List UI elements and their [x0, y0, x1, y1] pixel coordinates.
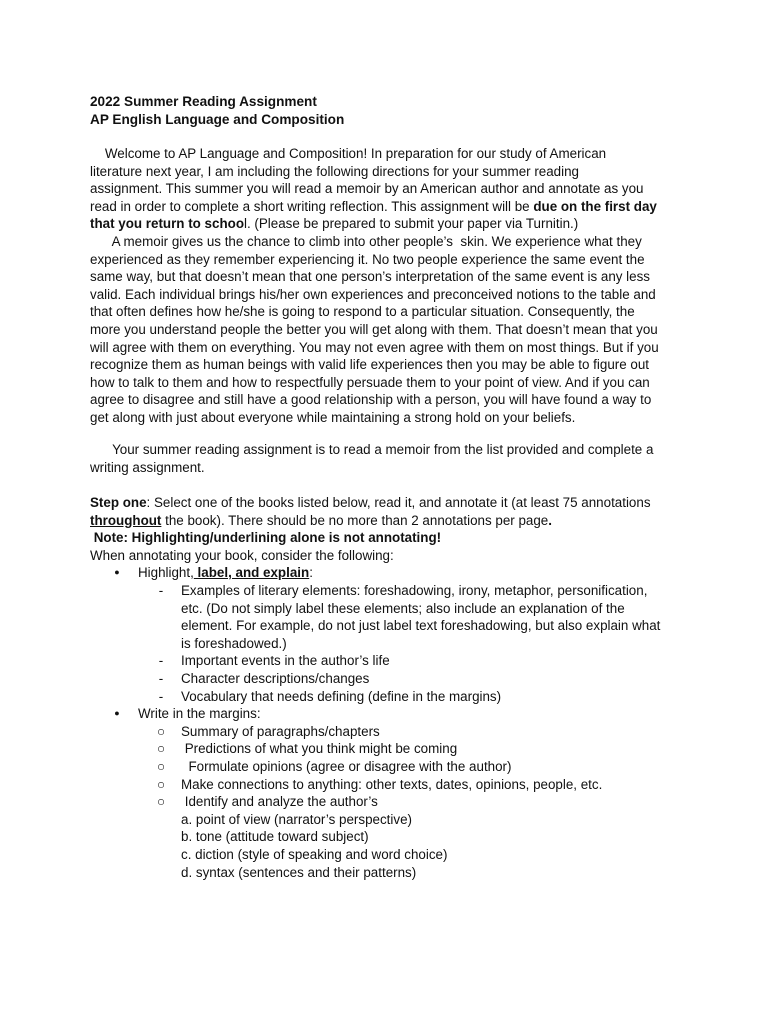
- sub-item-syntax: d. syntax (sentences and their patterns): [181, 864, 417, 880]
- list-item-opinions: Formulate opinions (agree or disagree with the author): [181, 759, 512, 774]
- bullet-marker: ●: [114, 708, 120, 719]
- circle-marker: ○: [156, 776, 166, 792]
- intro-paragraph: Welcome to AP Language and Composition! In preparation for our study of American literature next year, I am including the following directions for your summer reading assignment. This summer you will read a memoir by an American author and annotate as you read in order to complete a short writing reflection. This assignment will be due on the first day that you return to school. (Please be prepared to submit your paper via Turnitin.): [90, 146, 657, 232]
- circle-marker: ○: [156, 741, 166, 757]
- list-item-continuation: element. For example, do not just label text foreshadowing, but also explain what: [181, 618, 661, 634]
- list-item-continuation: is foreshadowed.): [181, 635, 287, 651]
- circle-marker: ○: [156, 723, 166, 739]
- list-item-connections: Make connections to anything: other texts, dates, opinions, people, etc.: [181, 776, 603, 792]
- bullet-marker: ●: [114, 567, 120, 577]
- circle-marker: ○: [156, 794, 166, 810]
- list-item-continuation: etc. (Do not simply label these elements; also include an explanation of the: [181, 600, 625, 616]
- list-item-character-descriptions: Character descriptions/changes: [181, 671, 370, 686]
- note-text: Note: Highlighting/underlining alone is not annotating!: [90, 530, 442, 546]
- dash-marker: -: [158, 688, 164, 704]
- list-item-write-in-margins: Write in the margins:: [138, 706, 261, 722]
- dash-marker: -: [158, 653, 164, 669]
- throughout-emphasis: throughout: [90, 512, 162, 528]
- list-item-highlight: Highlight, label, and explain:: [138, 565, 313, 580]
- assignment-paragraph: Your summer reading assignment is to read a memoir from the list provided and complete a writing assignment.: [90, 442, 654, 475]
- step-one-label: Step one: [90, 495, 147, 510]
- due-date-emphasis: due on the first day: [533, 198, 657, 214]
- dash-marker: -: [158, 583, 164, 598]
- memoir-paragraph: A memoir gives us the chance to climb into other people’s skin. We experience what they experienced as they remember experiencing it. No two people experience the same event the same way, but that doesn’t mean that one person’s interpretation of the same event is any less valid. Each individual brings his/her own experiences and preconceived notions to the table and that often defines how he/she is going to respond to a particular situation. Consequently, the more you understand people the better you will get along with them. That doesn’t mean that you will agree with them on everything. You may not even agree with them on most things. But if you recognize them as human beings with valid life experiences then you may be able to figure out how to talk to them and how to respectfully persuade them to your point of view. And if you can agree to disagree and still have a good relationship with a person, you will have found a way to get along with just about everyone while maintaining a strong hold on your beliefs.: [90, 234, 659, 425]
- label-explain-emphasis: label, and explain: [193, 565, 310, 580]
- circle-marker: ○: [156, 759, 166, 774]
- sub-item-point-of-view: a. point of view (narrator’s perspective): [181, 811, 412, 827]
- sub-item-tone: b. tone (attitude toward subject): [181, 829, 369, 845]
- list-item-identify-analyze: Identify and analyze the author’s: [181, 794, 378, 810]
- step-one-paragraph: Step one: Select one of the books listed below, read it, and annotate it (at least 75 annotations throughout the book). There should be no more than 2 annotations per page. Note: Highlighting/underlining alone is not annotating! When annotating your book, consider the following:: [90, 494, 690, 564]
- list-item-summary: Summary of paragraphs/chapters: [181, 723, 380, 739]
- dash-marker: -: [158, 671, 164, 686]
- list-item-vocabulary: Vocabulary that needs defining (define in the margins): [181, 688, 502, 704]
- doc-title: 2022 Summer Reading Assignment: [90, 94, 317, 109]
- list-item-predictions: Predictions of what you think might be coming: [181, 741, 458, 757]
- list-item-literary-elements: Examples of literary elements: foreshadowing, irony, metaphor, personification,: [181, 583, 648, 598]
- doc-subtitle: AP English Language and Composition: [90, 112, 345, 127]
- when-annotating-text: When annotating your book, consider the following:: [90, 547, 394, 563]
- list-item-important-events: Important events in the author’s life: [181, 653, 390, 669]
- sub-item-diction: c. diction (style of speaking and word choice): [181, 847, 448, 862]
